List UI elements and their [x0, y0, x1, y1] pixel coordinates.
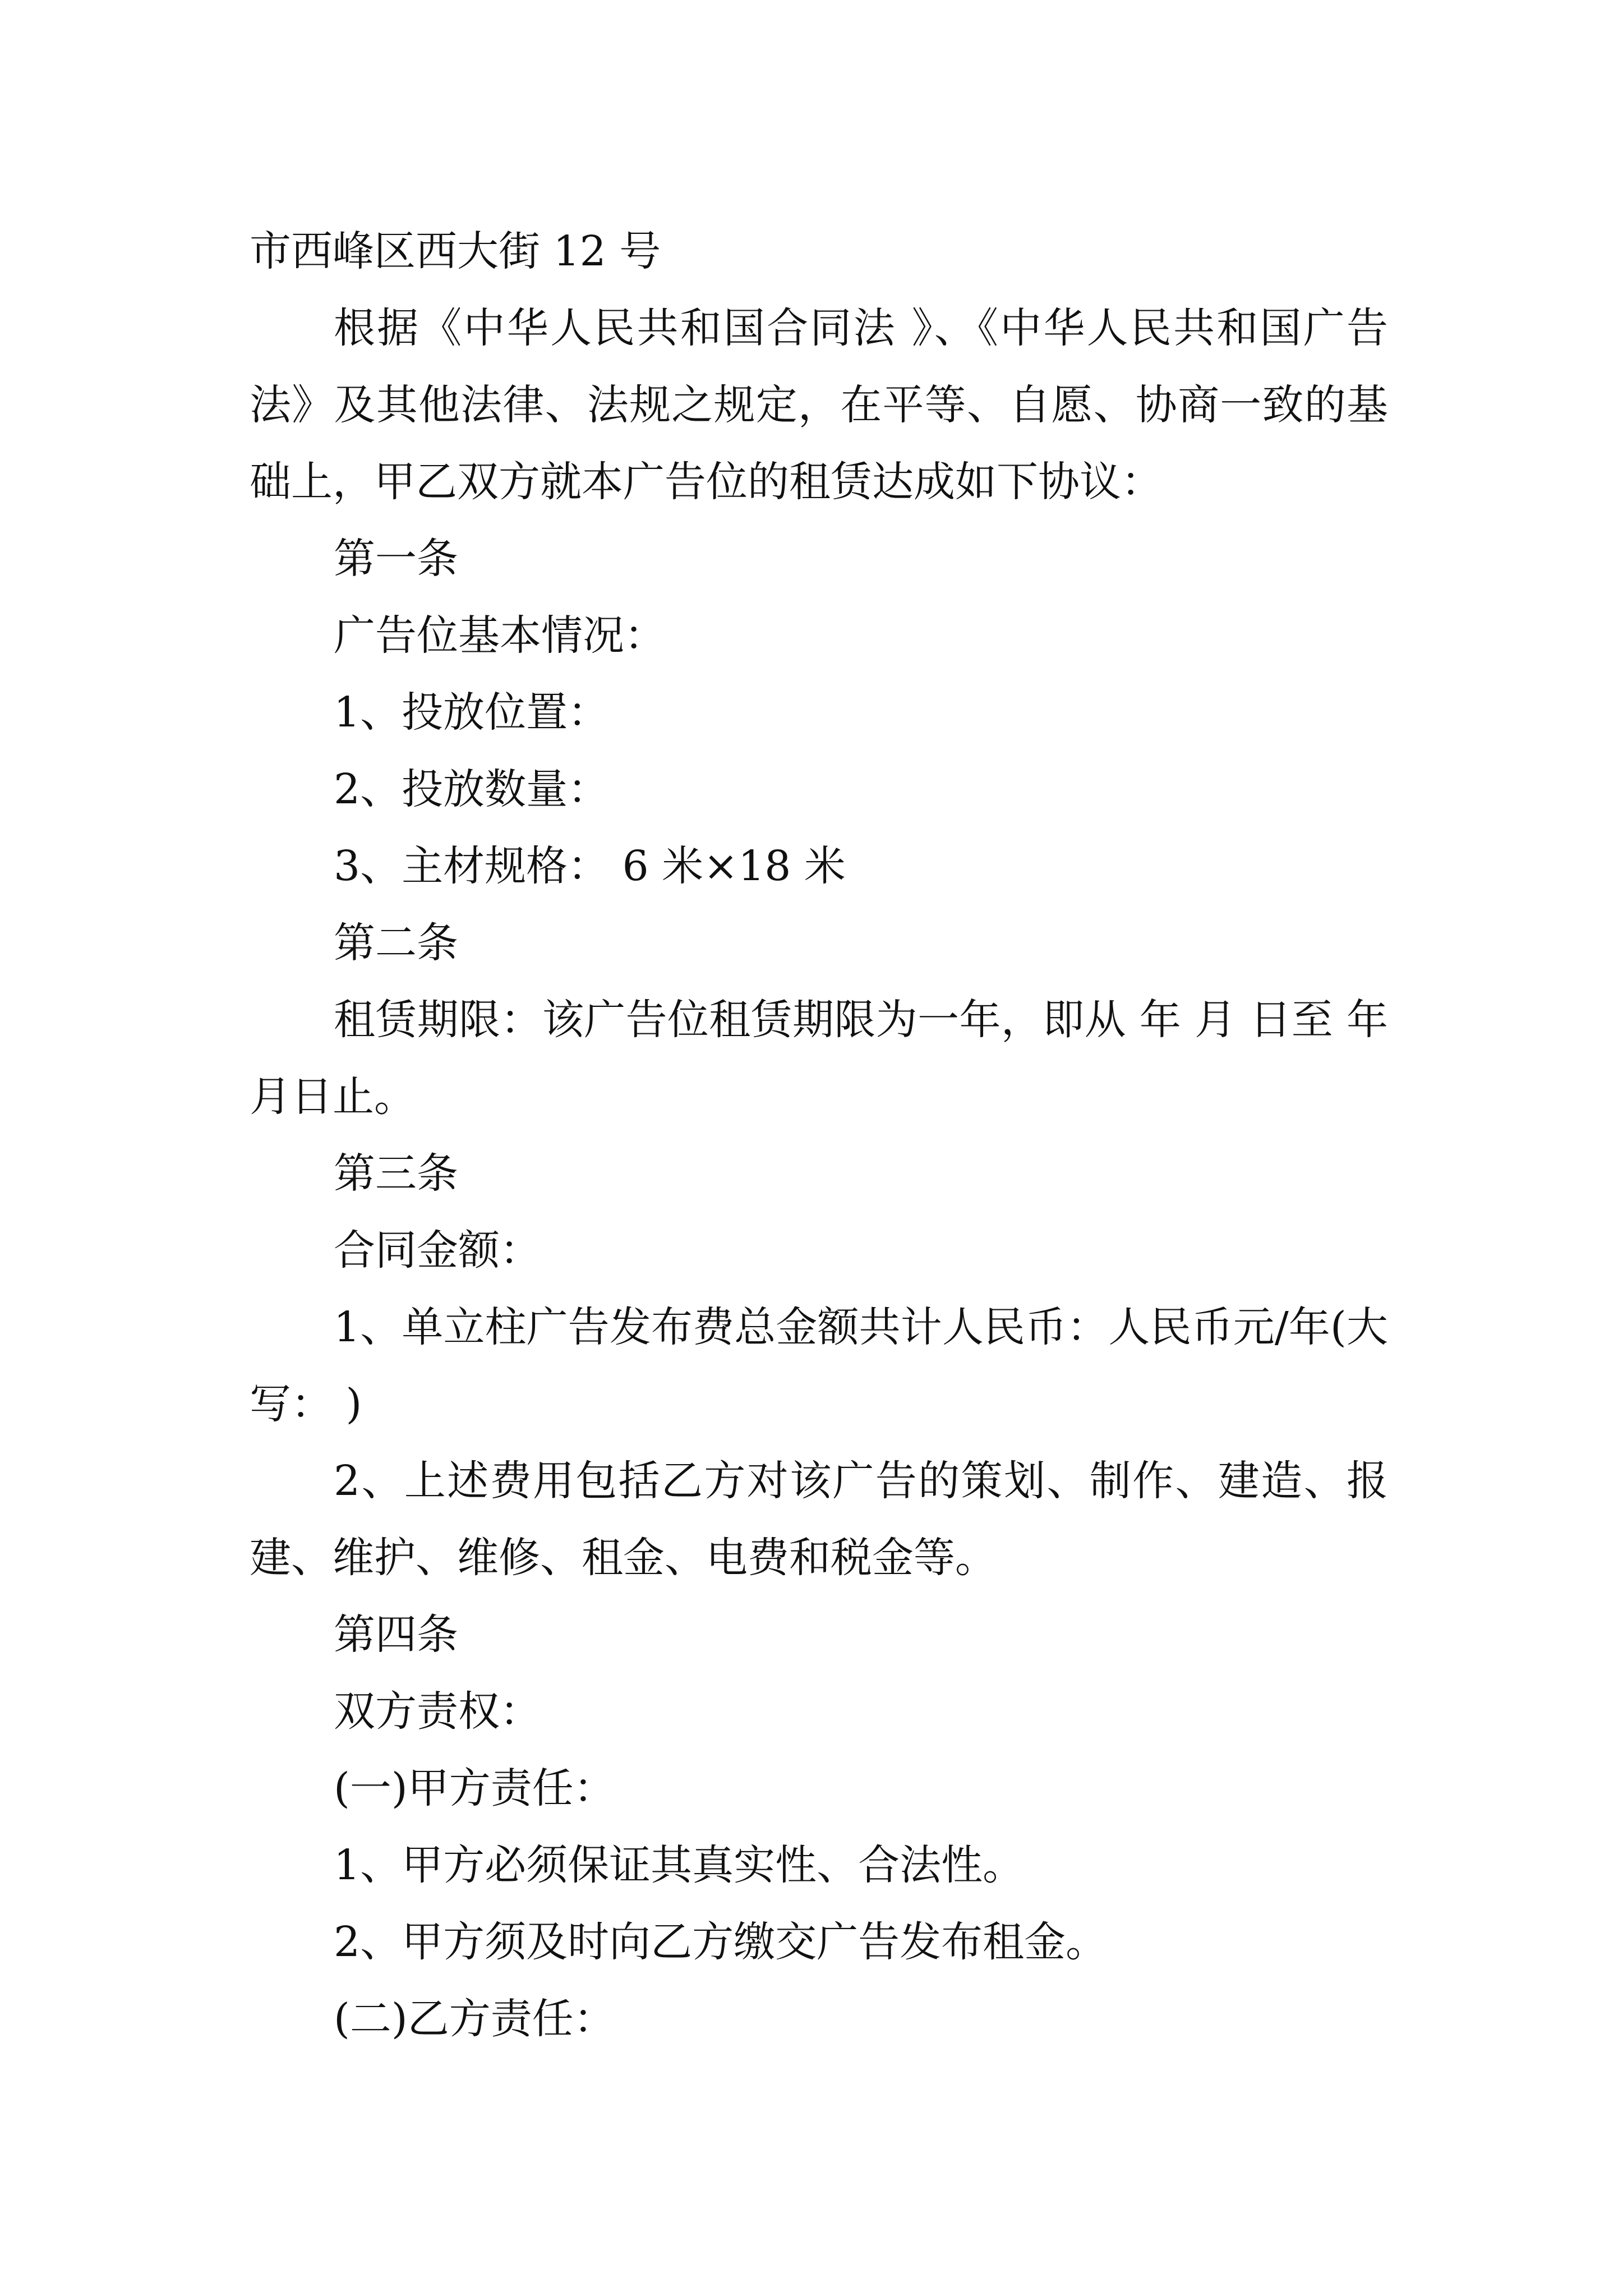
article-1-heading: 第一条	[334, 535, 458, 583]
document-body	[250, 213, 1388, 2058]
address-line: 市西峰区西大街 12 号	[250, 227, 661, 275]
article-3-title: 合同金额：	[334, 1226, 541, 1274]
article-1-item-3: 3、主材规格： 6 米×18 米	[334, 842, 846, 890]
article-1-title: 广告位基本情况：	[334, 611, 666, 660]
article-4-heading: 第四条	[334, 1611, 458, 1659]
party-b-duties-heading: (二)乙方责任：	[334, 1995, 615, 2043]
article-2-lease-term: 租赁期限：该广告位租赁期限为一年，即从 年 月 日至 年 月日止。	[250, 996, 1388, 1121]
preamble-paragraph: 根据《中华人民共和国合同法 》、《中华人民共和国广告法》及其他法律、法规之规定，在平等、自愿、协商一致的基础上，甲乙双方就本广告位的租赁达成如下协议：	[250, 304, 1388, 506]
article-3-item-2: 2、上述费用包括乙方对该广告的策划、制作、建造、报建、维护、维修、租金、电费和税金等。	[250, 1457, 1388, 1582]
article-3-item-1: 1、单立柱广告发布费总金额共计人民币：人民币元/年(大写： )	[250, 1303, 1388, 1428]
party-a-duties-heading: (一)甲方责任：	[334, 1764, 615, 1812]
article-2-heading: 第二条	[334, 919, 458, 967]
article-1-item-2: 2、投放数量：	[334, 765, 610, 813]
article-1-item-1: 1、投放位置：	[334, 688, 610, 737]
party-a-duty-1: 1、甲方必须保证其真实性、合法性。	[334, 1841, 1025, 1889]
article-4-title: 双方责权：	[334, 1687, 541, 1736]
party-a-duty-2: 2、甲方须及时向乙方缴交广告发布租金。	[334, 1918, 1108, 1966]
article-3-heading: 第三条	[334, 1149, 458, 1198]
